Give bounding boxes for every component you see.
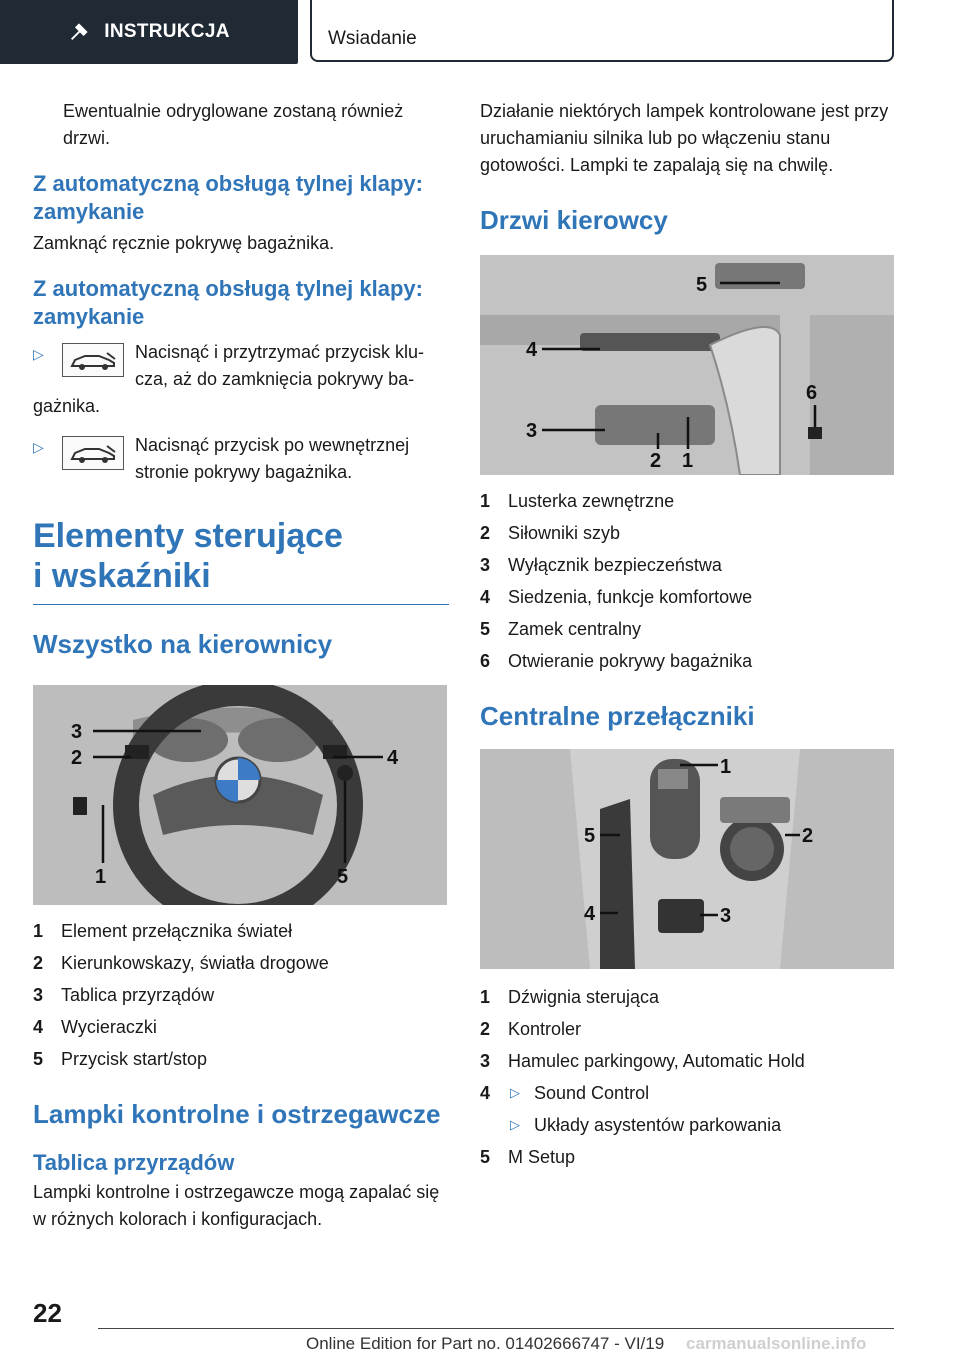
- main-heading-block: [33, 516, 449, 605]
- heading-close-2: Z automatyczną obsługą tylnej klapy: zamykanie: [33, 276, 423, 329]
- lamps-intro-text: Działanie niektórych lampek kontrolowane jest przy uruchamianiu silnika lub po włączeniu stanu gotowości. Lampki te zapalają się na chwilę.: [480, 101, 889, 175]
- list-item: 2 Kontroler: [480, 1019, 582, 1039]
- callout-6: 6: [806, 382, 818, 404]
- triangle-bullet-icon: ▷: [33, 346, 44, 362]
- callout-4: 4: [387, 747, 399, 769]
- heading-lamps: Lampki kontrolne i ostrzegawcze: [33, 1099, 441, 1129]
- manual-tab[interactable]: [0, 0, 298, 64]
- list-item: 4 Siedzenia, funkcje komfortowe: [480, 587, 753, 607]
- step-1-line-c: gażnika.: [33, 396, 101, 416]
- callout-5: 5: [696, 274, 708, 296]
- callout-1: 1: [95, 866, 107, 888]
- step-2-line-a: Nacisnąć przycisk po wewnętrznej: [135, 435, 410, 455]
- step-1-line-b: cza, aż do zamknięcia pokrywy ba‐: [135, 369, 415, 389]
- footer-divider: [98, 1328, 894, 1329]
- triangle-bullet-icon: ▷: [33, 439, 44, 455]
- triangle-bullet-icon: ▷: [510, 1117, 520, 1132]
- door-legend: [480, 485, 896, 677]
- list-item: 1 Element przełącznika świateł: [33, 921, 293, 941]
- step-2-line-b: stronie pokrywy bagażnika.: [135, 462, 353, 482]
- list-item: 2 Kierunkowskazy, światła drogowe: [33, 953, 329, 973]
- callout-5: 5: [584, 825, 596, 847]
- list-item: 3 Hamulec parkingowy, Automatic Hold: [480, 1051, 805, 1071]
- callout-3: 3: [720, 905, 732, 927]
- callout-4: 4: [526, 339, 538, 361]
- list-item: 4 Wycieraczki: [33, 1017, 157, 1037]
- center-console-figure: [480, 749, 894, 969]
- edition-text: Online Edition for Part no. 01402666747 - VI/19: [306, 1334, 665, 1353]
- section-title: Wsiadanie: [310, 0, 894, 62]
- driver-door-figure: [480, 255, 894, 475]
- heading-driver-door: Drzwi kierowcy: [480, 205, 668, 235]
- callout-2: 2: [802, 825, 814, 847]
- heading-steering: Wszystko na kierownicy: [33, 629, 333, 659]
- step-1: [33, 339, 449, 420]
- triangle-bullet-icon: ▷: [510, 1085, 520, 1100]
- callout-4: 4: [584, 903, 596, 925]
- list-item: 5 M Setup: [480, 1147, 576, 1167]
- list-item: 1 Lusterka zewnętrzne: [480, 491, 675, 511]
- main-heading-line-1: Elementy sterujące: [33, 517, 343, 555]
- list-item: ▷ Układy asystentów parkowania: [480, 1109, 896, 1141]
- callout-2: 2: [650, 450, 662, 472]
- list-item: 4 ▷ Sound Control: [480, 1077, 896, 1109]
- main-heading-line-2: i wskaźniki: [33, 557, 211, 595]
- callout-3: 3: [71, 721, 83, 743]
- list-item: 6 Otwieranie pokrywy bagażnika: [480, 651, 753, 671]
- list-item: 5 Zamek centralny: [480, 619, 642, 639]
- heading-center-switches: Centralne przełączniki: [480, 701, 755, 731]
- heading-instruments: Tablica przyrządów: [33, 1150, 235, 1175]
- step-1-line-a: Nacisnąć i przytrzymać przycisk klu‐: [135, 342, 425, 362]
- callout-1: 1: [720, 756, 732, 778]
- tailgate-icon: [62, 343, 124, 377]
- list-item: 3 Tablica przyrządów: [33, 985, 215, 1005]
- main-heading: [33, 516, 449, 605]
- close-1-text: Zamknąć ręcznie pokrywę bagażnika.: [33, 233, 335, 253]
- step-2: [33, 432, 449, 486]
- switches-legend: [480, 981, 896, 1173]
- right-column: [480, 98, 896, 1173]
- tailgate-icon: [62, 436, 124, 470]
- list-item: 5 Przycisk start/stop: [33, 1049, 208, 1069]
- manual-tab-label: INSTRUKCJA: [104, 21, 230, 42]
- heading-close-1: Z automatyczną obsługą tylnej klapy: zamykanie: [33, 171, 423, 224]
- left-column: [33, 98, 449, 1233]
- watermark: carmanualsonline.info: [686, 1334, 867, 1353]
- intro-text: Ewentualnie odryglowane zostaną również drzwi.: [63, 101, 404, 148]
- callout-2: 2: [71, 747, 83, 769]
- list-item: 2 Siłowniki szyb: [480, 523, 621, 543]
- page-number: 22: [33, 1298, 62, 1328]
- steering-wheel-figure: [33, 685, 447, 905]
- callout-5: 5: [337, 866, 349, 888]
- steering-legend: [33, 915, 449, 1075]
- callout-1: 1: [682, 450, 694, 472]
- callout-3: 3: [526, 420, 538, 442]
- list-item: 3 Wyłącznik bezpieczeństwa: [480, 555, 722, 575]
- list-item: 1 Dźwignia sterująca: [480, 987, 660, 1007]
- instruments-text: Lampki kontrolne i ostrzegawcze mogą zapalać się w różnych kolorach i konfiguracjach.: [33, 1182, 440, 1229]
- car-manual-icon: [68, 21, 90, 43]
